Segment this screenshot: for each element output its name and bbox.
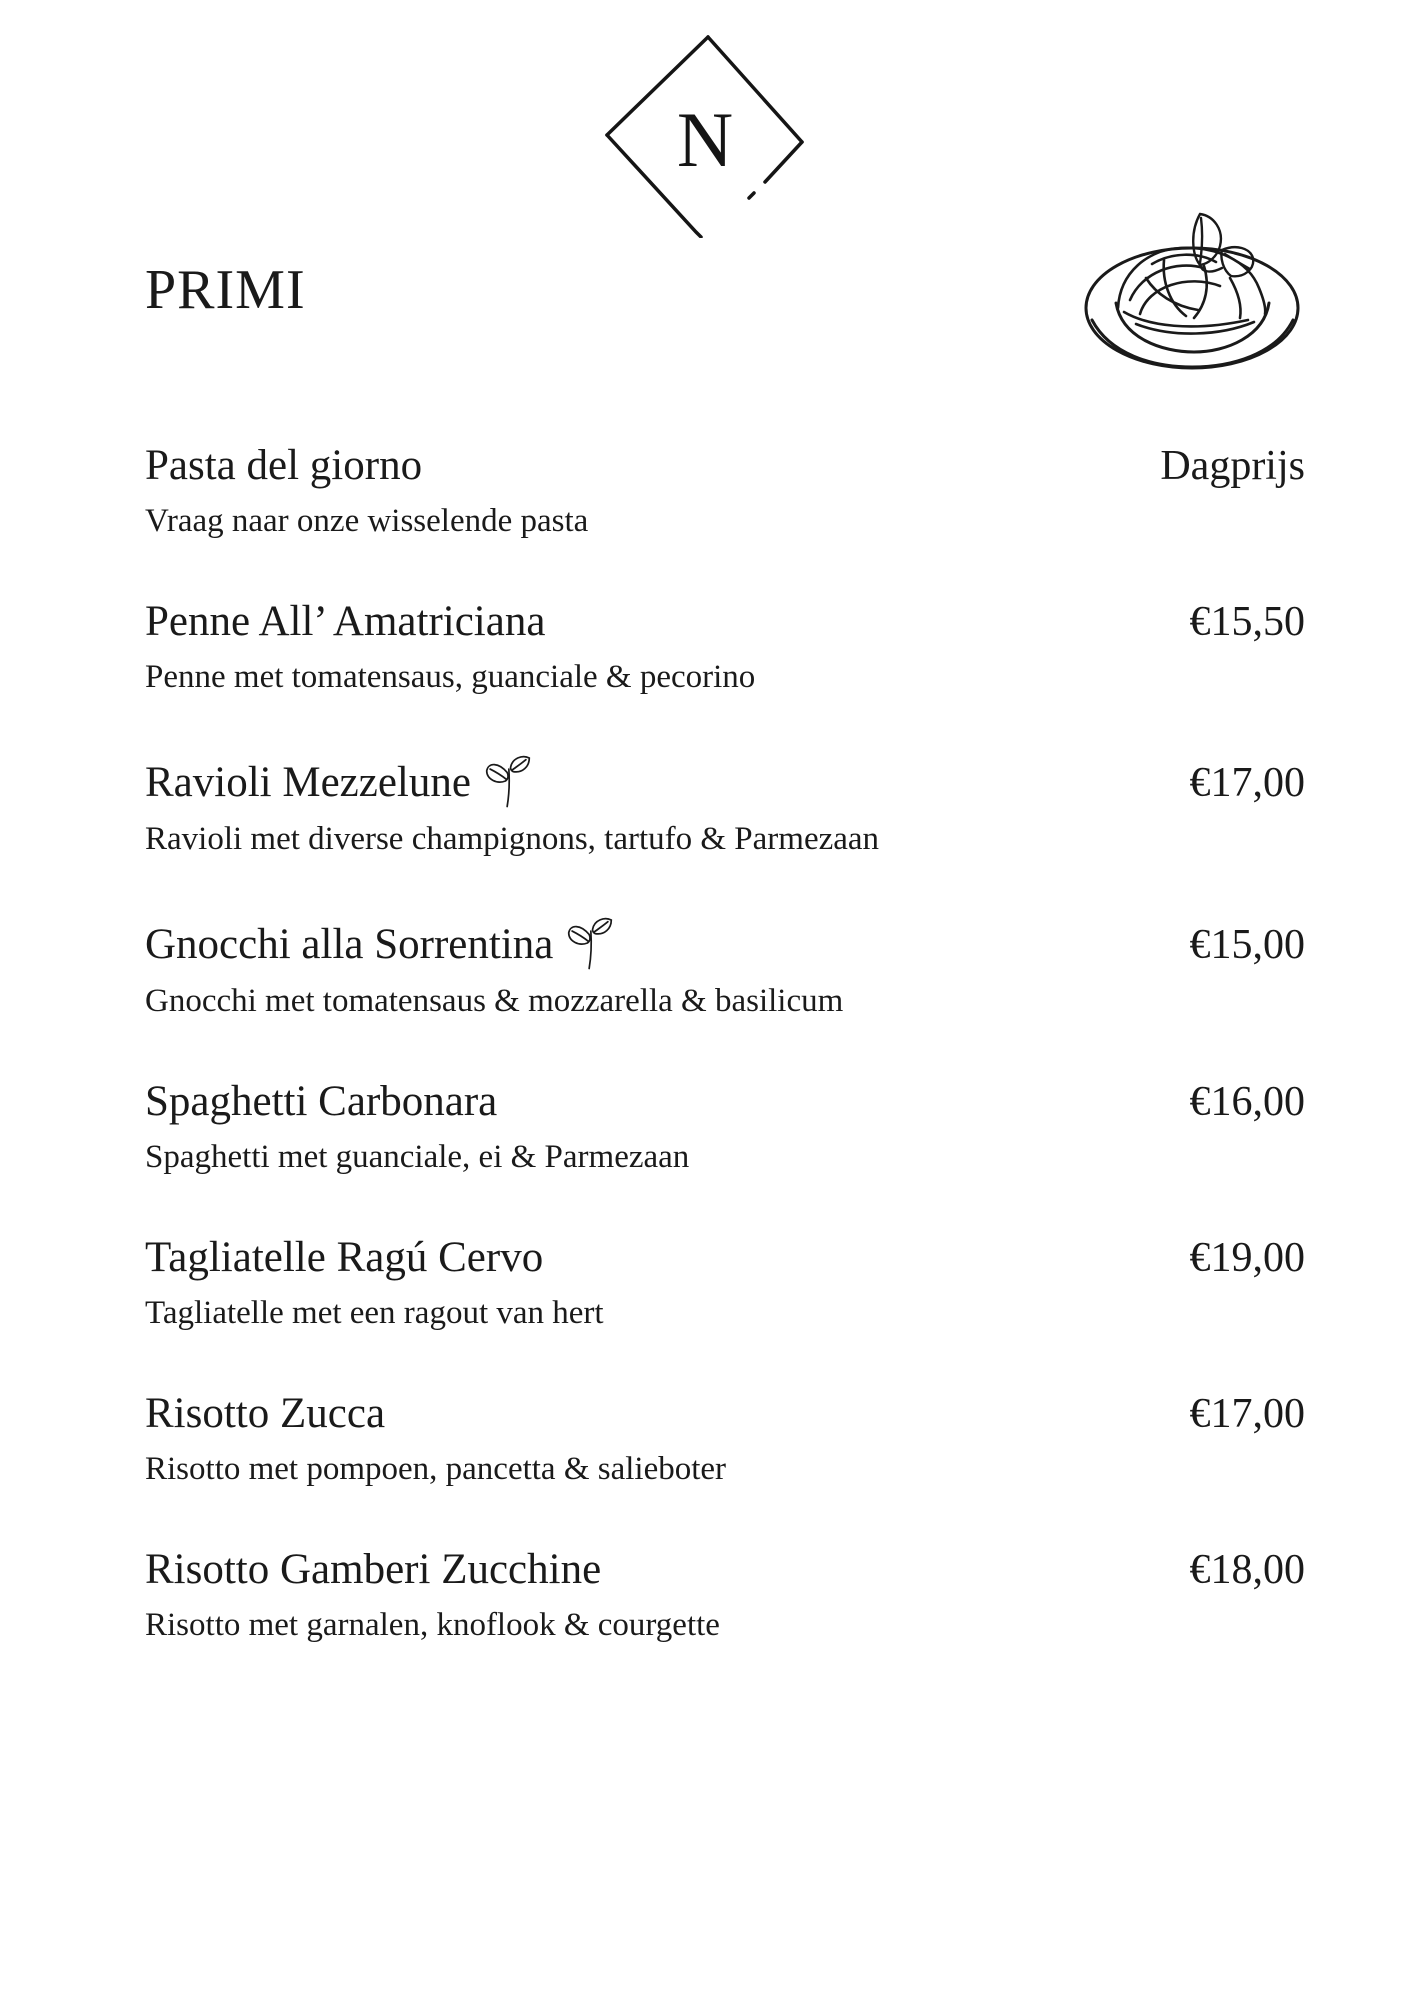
menu-item-name: Tagliatelle Ragú Cervo [145,1234,544,1281]
menu-item-name-wrap [145,914,613,972]
menu-item-price: Dagprijs [1160,443,1305,489]
menu-item-description: Vraag naar onze wisselende pasta [145,503,589,539]
menu-item [145,914,1305,1023]
menu-item-price: €18,00 [1189,1547,1305,1593]
menu-item-name: Penne All’ Amatriciana [145,598,546,645]
menu-item-name-wrap [145,1232,543,1284]
menu-item [145,752,1305,861]
menu-item-description: Penne met tomatensaus, guanciale & pecorino [145,659,756,695]
menu-item-name-wrap [145,1388,385,1440]
menu-item-name: Gnocchi alla Sorrentina [145,921,554,968]
menu-item-description: Gnocchi met tomatensaus & mozzarella & basilicum [145,983,844,1019]
menu-item-row [145,1232,1305,1284]
menu-item-description: Ravioli met diverse champignons, tartufo & Parmezaan [145,821,880,857]
vegetarian-leaf-icon [485,752,531,810]
diamond-n-logo [598,26,810,238]
menu-item-description: Risotto met pompoen, pancetta & salieboter [145,1451,727,1487]
logo-letter: N [676,96,734,183]
menu-item-description: Tagliatelle met een ragout van hert [145,1295,604,1331]
menu-item-price: €16,00 [1189,1079,1305,1125]
menu-item [145,440,1305,543]
menu-item-name: Ravioli Mezzelune [145,759,471,806]
menu-item-name: Pasta del giorno [145,442,423,489]
menu-item-row [145,596,1305,648]
menu-item-name-wrap [145,752,531,810]
menu-item-price: €15,00 [1189,922,1305,968]
menu-item [145,1388,1305,1491]
menu-item-name-wrap [145,596,545,648]
menu-item-row [145,1544,1305,1596]
menu-item-row [145,1076,1305,1128]
vegetarian-leaf-icon [567,914,613,972]
menu-item-price: €19,00 [1189,1235,1305,1281]
menu-item-name: Risotto Zucca [145,1390,386,1437]
menu-item-description: Risotto met garnalen, knoflook & courgette [145,1607,720,1643]
menu-item-row [145,914,1305,972]
menu-item-row [145,440,1305,492]
menu-item-row [145,752,1305,810]
menu-item [145,1544,1305,1647]
menu-item-name-wrap [145,1076,497,1128]
menu-item [145,1076,1305,1179]
spaghetti-noodles [1118,248,1265,334]
menu-item-name-wrap [145,440,422,492]
menu-item-price: €15,50 [1189,599,1305,645]
menu-item [145,1232,1305,1335]
page-title: PRIMI [145,259,306,321]
menu-item-name: Risotto Gamberi Zucchine [145,1546,602,1593]
menu-item-row [145,1388,1305,1440]
menu-list [145,440,1305,1700]
menu-item-price: €17,00 [1189,760,1305,806]
pasta-plate-illustration [1052,208,1332,383]
menu-item-name-wrap [145,1544,601,1596]
menu-item [145,596,1305,699]
menu-item-name: Spaghetti Carbonara [145,1078,498,1125]
menu-item-description: Spaghetti met guanciale, ei & Parmezaan [145,1139,690,1175]
menu-item-price: €17,00 [1189,1391,1305,1437]
